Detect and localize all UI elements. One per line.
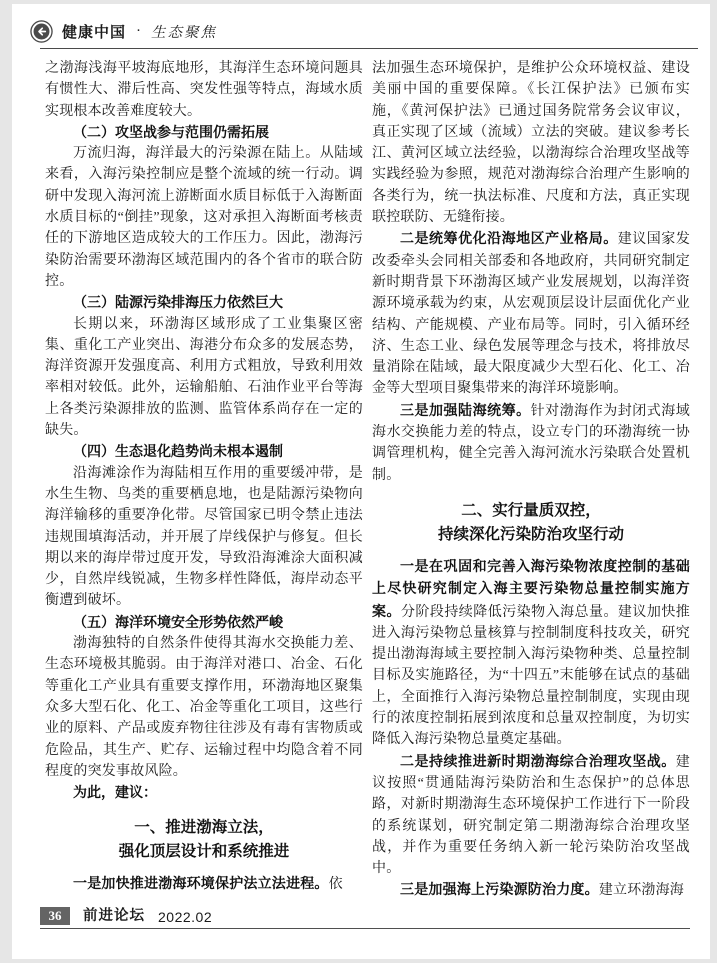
sub-heading: （五）海洋环境安全形势依然严峻 [73,613,283,630]
page-footer [40,904,690,929]
paragraph: 之渤海浅海平坡海底地形，其海洋生态环境问题具有惯性大、滞后性高、突发性强等特点，海域水质实现根本改善难度较大。 [45,61,363,119]
paragraph-lead: 三是加强陆海统筹。 [400,401,531,418]
sub-heading: 为此，建议： [73,784,157,801]
right-column [372,58,690,902]
paragraph: 万流归海，海洋最大的污染源在陆上。从陆域来看，入海污染控制应是整个流域的统一行动。调研中发现入海河流上游断面水质目标低于入海断面水质目标的“倒挂”现象，这对承担入海断面考核责任的下游地区造成较大的工作压力。因此，渤海污染防治需要环渤海区域范围内的各个省市的联合防控。 [45,146,363,289]
paragraph-lead: 二是持续推进新时期渤海综合治理攻坚战。 [400,752,676,769]
paragraph: 法加强生态环境保护，是维护公众环境权益、建设美丽中国的重要保障。《长江保护法》已颁布实施，《黄河保护法》已通过国务院常务会议审议，真正实现了区域（流域）立法的突破。建议参考长江、黄河区域立法经验，以渤海综合治理攻坚战等实践经验为参照，规范对渤海综合治理产生影响的各类行为，统一执法标准、尺度和方法，真正实现联控联防、无缝衔接。 [372,61,690,226]
section-title-line: 二、实行量质双控， [461,501,601,519]
paragraph: 沿海滩涂作为海陆相互作用的重要缓冲带，是水生生物、鸟类的重要栖息地，也是陆源污染物向海洋输移的重要净化带。尽管国家已明令禁止违法违规围填海活动，并开展了岸线保护与修复。但长期以来的海岸带过度开发，导致沿海滩涂大面积减少，自然岸线锐减，生物多样性降低，海岸动态平衡遭到破坏。 [45,465,363,609]
paragraph-lead: 一是在巩固和完善入海污染物浓度控制的基础上尽快研究制定入海主要污染物总量控制实施方案。 [372,557,690,619]
section-title [45,816,363,864]
page-number-badge: 36 [40,907,70,925]
paragraph: 一是在巩固和完善入海污染物浓度控制的基础上尽快研究制定入海主要污染物总量控制实施方案。分阶段持续降低污染物入海总量。建议加快推进入海污染物总量核算与控制制度科技攻关，研究提出渤海海域主要控制入海污染物种类、总量控制目标及实施路径，为“十四五”末能够在试点的基础上，全面推行入海污染物总量控制制度，实现由现行的浓度控制拓展到浓度和总量双控制度，为切实降低入海污染物总量奠定基础。 [372,557,690,748]
article-columns [12,49,710,902]
paragraph: 三是加强海上污染源防治力度。建立环渤海海 [400,881,685,899]
paragraph: 二是持续推进新时期渤海综合治理攻坚战。建议按照“贯通陆海污染防治和生态保护”的总体思路，对新时期渤海生态环境保护工作进行下一阶段的系统谋划，研究制定第二期渤海综合治理攻坚战，并作为重要任务纳入新一轮污染防治攻坚战中。 [372,752,690,877]
paragraph: 长期以来，环渤海区域形成了工业集聚区密集、重化工产业突出、海港分布众多的发展态势，海洋资源开发强度高、利用方式粗放，导致利用效率相对较低。此外，运输船舶、石油作业平台等海上各类污染源排放的监测、监管体系尚存在一定的缺失。 [45,316,363,439]
paragraph: 三是加强陆海统筹。针对渤海作为封闭式海域海水交换能力差的特点，设立专门的环渤海统一协调管理机构，健全完善入海河流水污染联合处置机制。 [372,401,690,483]
paragraph: 二是统筹优化沿海地区产业格局。建议国家发改委牵头会同相关部委和各地政府，共同研究制定新时期背景下环渤海区域产业发展规划，以海洋资源环境承载为约束，从宏观顶层设计层面优化产业结构、产能规模、产业布局等。同时，引入循环经济、生态工业、绿色发展等理念与技术，将排放尽量消除在陆域，最大限度减少大型石化、化工、冶金等大型项目聚集带来的海洋环境影响。 [372,230,691,397]
section-title-line: 一、推进渤海立法， [134,819,274,837]
section-title [372,499,690,547]
header-section-label: 生态聚焦 [151,25,218,41]
issue-number: 2022.02 [158,909,213,925]
journal-name: 前进论坛 [83,908,145,924]
paragraph-lead: 二是统筹优化沿海地区产业格局。 [400,230,618,247]
section-title-line: 强化顶层设计和系统推进 [118,843,290,861]
section-title-line: 持续深化污染防治攻坚行动 [437,525,624,543]
header-separator: · [136,23,142,39]
paragraph-lead: 一是加快推进渤海环境保护法立法进程。 [73,875,329,892]
paragraph-lead: 三是加强海上污染源防治力度。 [400,881,599,898]
document-page [12,4,710,959]
page-header [12,4,710,48]
sub-heading: （四）生态退化趋势尚未根本遏制 [73,443,283,460]
sub-heading: （三）陆源污染排海压力依然巨大 [73,294,283,311]
paragraph: 渤海独特的自然条件使得其海水交换能力差、生态环境极其脆弱。由于海洋对港口、冶金、石化等重化工产业具有重要支撑作用，环渤海地区聚集众多大型石化、化工、冶金等重化工项目，这些行业的原料、产品或废弃物往往涉及有毒有害物质或危险品，其生产、贮存、运输过程中均隐含着不同程度的突发事故风险。 [45,636,363,779]
circled-arrow-left-icon [30,20,53,43]
sub-heading: （二）攻坚战参与范围仍需拓展 [73,123,269,140]
left-column [45,58,363,902]
paragraph: 一是加快推进渤海环境保护法立法进程。依 [73,875,343,893]
header-brand: 健康中国 [62,24,127,41]
